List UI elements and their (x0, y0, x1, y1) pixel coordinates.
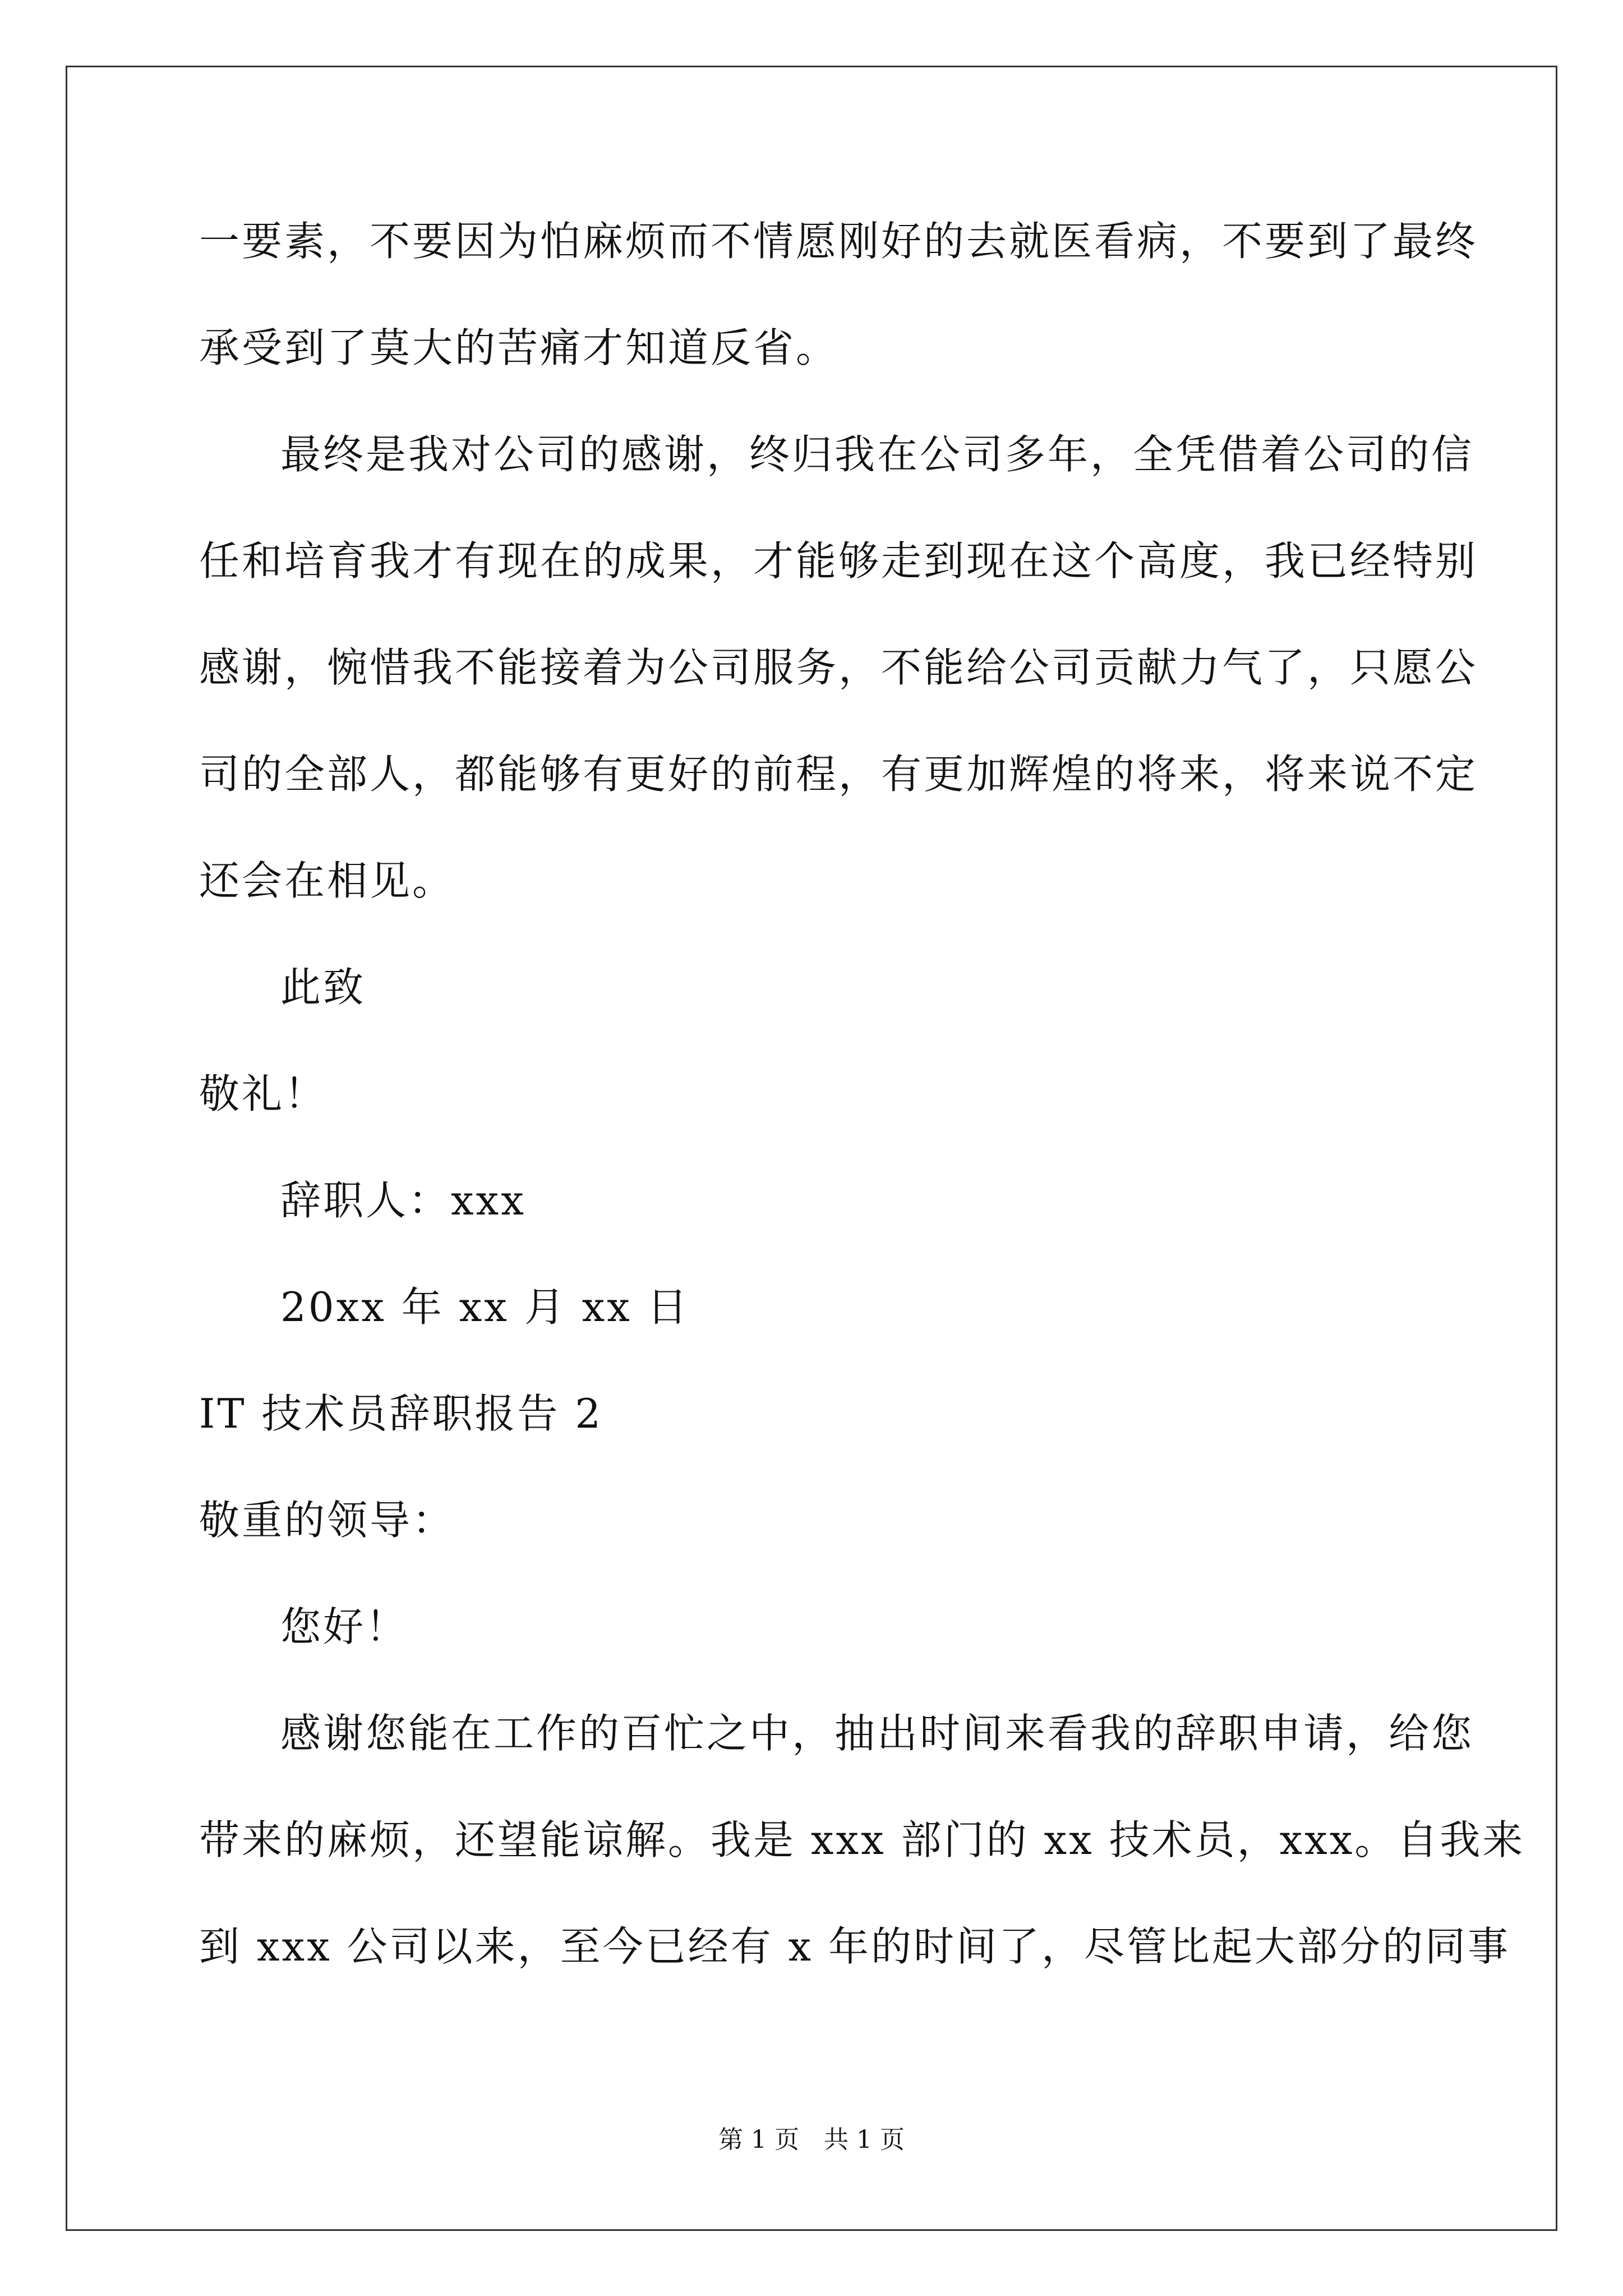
paragraph-line: 感谢您能在工作的百忙之中，抽出时间来看我的辞职申请，给您 (280, 1710, 1474, 1757)
paragraph-line: 任和培育我才有现在的成果，才能够走到现在这个高度，我已经特别 (199, 537, 1478, 585)
paragraph-line: 一要素，不要因为怕麻烦而不情愿刚好的去就医看病，不要到了最终 (199, 218, 1478, 265)
closing-regards: 敬礼！ (199, 1070, 328, 1117)
paragraph-line: 承受到了莫大的苦痛才知道反省。 (199, 324, 839, 371)
paragraph-line: 还会在相见。 (199, 857, 455, 904)
greeting-hello: 您好！ (280, 1603, 409, 1650)
paragraph-line: 感谢，惋惜我不能接着为公司服务，不能给公司贡献力气了，只愿公 (199, 644, 1478, 691)
page-border (66, 66, 1557, 2231)
closing-salutation: 此致 (280, 964, 366, 1011)
paragraph-line: 最终是我对公司的感谢，终归我在公司多年，全凭借着公司的信 (280, 431, 1474, 478)
page-footer: 第 1 页 共 1 页 (718, 2125, 905, 2154)
paragraph-line: 到 xxx 公司以来，至今已经有 x 年的时间了，尽管比起大部分的同事 (199, 1923, 1510, 1970)
paragraph-line: 司的全部人，都能够有更好的前程，有更加辉煌的将来，将来说不定 (199, 751, 1478, 798)
paragraph-line: 带来的麻烦，还望能谅解。我是 xxx 部门的 xx 技术员，xxx。自我来 (199, 1816, 1525, 1864)
signature-line: 辞职人：xxx (280, 1177, 526, 1224)
date-line: 20xx 年 xx 月 xx 日 (280, 1283, 690, 1331)
greeting: 敬重的领导： (199, 1497, 455, 1544)
section-title: IT 技术员辞职报告 2 (199, 1390, 603, 1437)
